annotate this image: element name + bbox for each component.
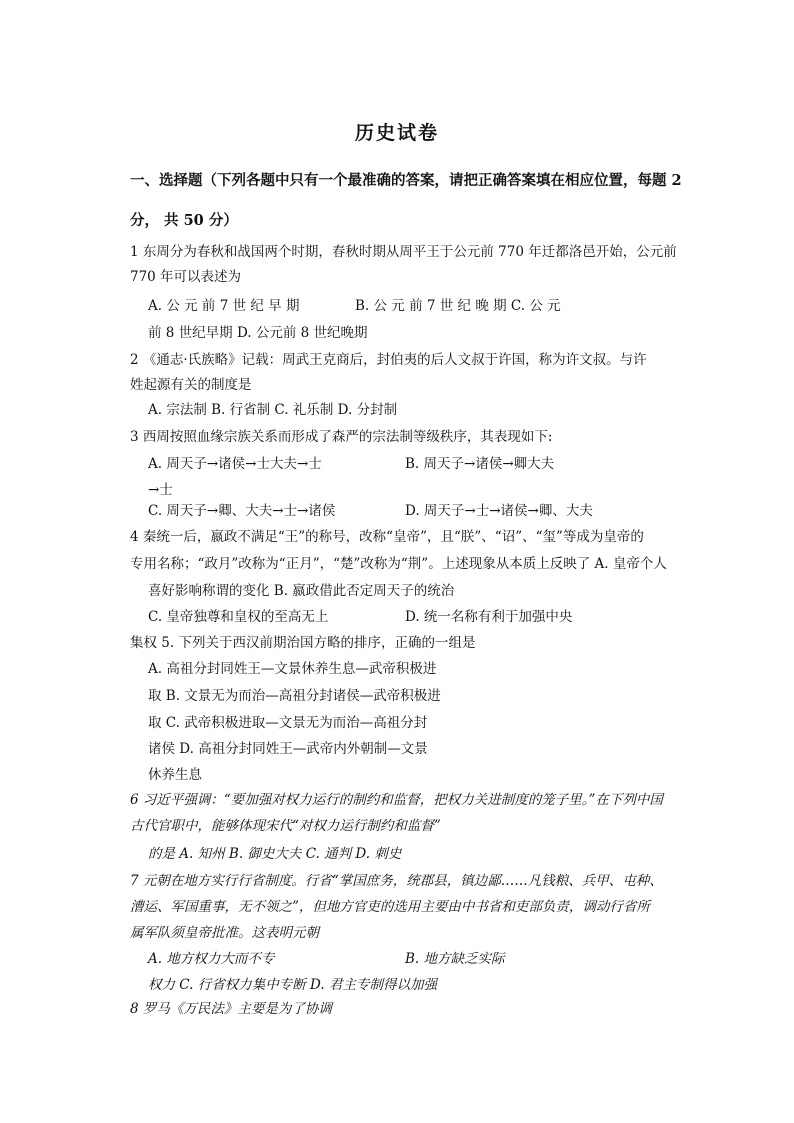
text-line: 1 东周分为春秋和战国两个时期，春秋时期从周平王于公元前 770 年迁都洛邑开始，公元前 — [130, 244, 677, 260]
text-line: 集权 5. 下列关于西汉前期治国方略的排序，正确的一组是 — [130, 635, 476, 651]
text-line: B. 周天子→诸侯→卿大夫 — [405, 456, 555, 472]
text-line: 7 元朝在地方实行行省制度。行省“掌国庶务，统郡县，镇边鄙……凡钱粮、兵甲、屯种、 — [130, 873, 663, 889]
text-line: 权力 C. 行省权力集中专断 D. 君主专制得以加强 — [148, 977, 437, 993]
text-line: B. 地方缺乏实际 — [405, 951, 505, 967]
text-line: 4 秦统一后，嬴政不满足“王”的称号，改称“皇帝”，且“朕”、“诏”、“玺”等成为皇帝的 — [130, 529, 644, 545]
text-line: 2 《通志·氏族略》记载：周武王克商后，封伯夷的后人文叔于许国，称为许文叔。与许 — [130, 352, 647, 368]
text-line: 诸侯 D. 高祖分封同姓王—武帝内外朝制—文景 — [148, 741, 428, 757]
text-line: B. 公 元 前 7 世 纪 晚 期 C. 公 元 — [355, 298, 561, 314]
text-line: 漕运、军国重事，无不领之”，但地方官吏的选用主要由中书省和吏部负责，调动行省所 — [130, 899, 650, 915]
text-line: A. 高祖分封同姓王—文景休养生息—武帝积极进 — [148, 661, 437, 677]
text-line: 770 年可以表述为 — [130, 269, 242, 285]
section-heading-line-1: 一、选择题（下列各题中只有一个最准确的答案，请把正确答案填在相应位置，每题 2 — [130, 172, 682, 189]
text-line: C. 皇帝独尊和皇权的至高无上 — [148, 609, 329, 625]
section-heading-line-2: 分， 共 50 分） — [130, 212, 238, 229]
text-line: 古代官职中，能够体现宋代“对权力运行制约和监督” — [130, 818, 441, 834]
text-line: 前 8 世纪早期 D. 公元前 8 世纪晚期 — [148, 325, 368, 341]
page-title: 历史试卷 — [354, 122, 439, 144]
text-line: C. 周天子→卿、大夫→士→诸侯 — [148, 503, 336, 519]
text-line: 3 西周按照血缘宗族关系而形成了森严的宗法制等级秩序，其表现如下: — [130, 429, 553, 445]
text-line: D. 周天子→士→诸侯→卿、大夫 — [405, 503, 593, 519]
text-line: 的是 A. 知州 B. 御史大夫 C. 通判 D. 刺史 — [148, 846, 402, 862]
text-line: 休养生息 — [148, 767, 202, 783]
text-line: 专用名称；“政月”改称为“正月”，“楚”改称为“荆”。上述现象从本质上反映了 A. 皇帝个人 — [130, 556, 667, 572]
text-line: 取 B. 文景无为而治—高祖分封诸侯—武帝积极进 — [148, 688, 441, 704]
text-line: A. 公 元 前 7 世 纪 早 期 — [148, 298, 300, 314]
text-line: A. 宗法制 B. 行省制 C. 礼乐制 D. 分封制 — [148, 402, 398, 418]
text-line: →士 — [148, 482, 173, 498]
text-line: 取 C. 武帝积极进取—文景无为而治—高祖分封 — [148, 715, 428, 731]
text-line: A. 地方权力大而不专 — [148, 951, 275, 967]
text-line: 喜好影响称谓的变化 B. 嬴政借此否定周天子的统治 — [148, 583, 455, 599]
text-line: A. 周天子→诸侯→士大夫→士 — [148, 456, 322, 472]
text-line: 姓起源有关的制度是 — [130, 377, 252, 393]
text-line: 8 罗马《万民法》主要是为了协调 — [130, 1001, 332, 1017]
text-line: 属军队须皇帝批准。这表明元朝 — [130, 925, 319, 941]
text-line: 6 习近平强调：“要加强对权力运行的制约和监督，把权力关进制度的笼子里。”在下列中国 — [130, 792, 663, 808]
text-line: D. 统一名称有利于加强中央 — [405, 609, 573, 625]
